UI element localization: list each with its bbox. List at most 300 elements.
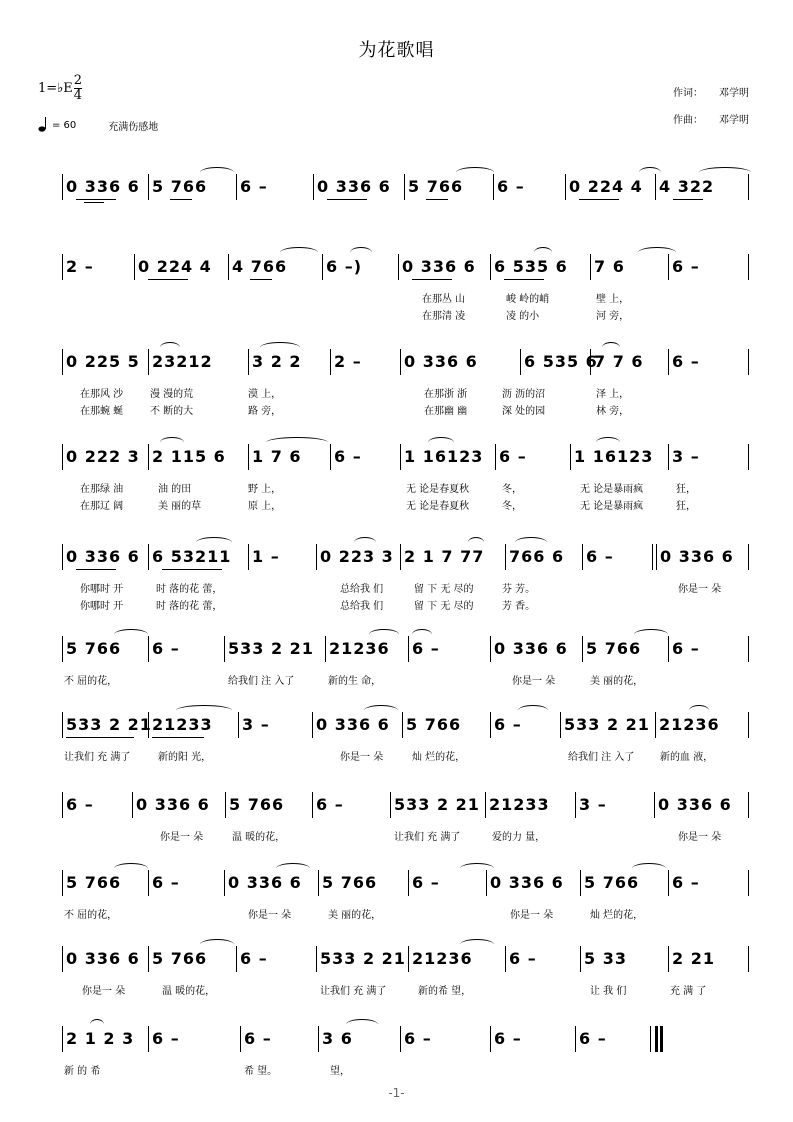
slur-tie	[364, 705, 398, 716]
measure-notes: 0 225 5	[66, 352, 140, 371]
slur-tie	[534, 247, 552, 258]
measure-notes: 0 223 3	[320, 547, 394, 566]
measure-notes: 533 2 21	[394, 795, 480, 814]
barline	[318, 870, 319, 896]
measure-notes: 766 6	[509, 547, 565, 566]
slur-tie	[632, 863, 666, 874]
measure	[242, 708, 308, 742]
measure-notes: 1 7 6	[252, 447, 302, 466]
measure-notes: 6 535 6	[524, 352, 598, 371]
measure-notes: 0 336 6	[66, 177, 140, 196]
lyric-text: 在那丛 山	[422, 294, 466, 305]
beam-underline	[66, 737, 134, 738]
lyric-text: 留 下 无 尽的	[414, 601, 474, 612]
lyric-text: 林 旁，	[596, 406, 630, 417]
lyric-text: 冬，	[502, 501, 522, 512]
lyric-text: 深 处的园	[502, 406, 546, 417]
lyric-text: 沥 沥的沼	[502, 389, 546, 400]
music-system	[0, 540, 793, 635]
slur-tie	[468, 537, 484, 548]
measure	[499, 440, 566, 474]
measure	[579, 1022, 651, 1056]
beam-underline	[76, 569, 116, 570]
measure-notes: 1 –	[252, 547, 280, 566]
measure-notes: 7 6	[594, 257, 625, 276]
measure-notes: 0 336 6	[228, 873, 302, 892]
measure-notes: 0 336 6	[402, 257, 476, 276]
measure-notes: 533 2 21	[66, 715, 152, 734]
measure-notes: 2 –	[334, 352, 362, 371]
barline	[330, 349, 331, 375]
barline	[400, 349, 401, 375]
measure-notes: 5 766	[322, 873, 378, 892]
lyric-text: 你是一 朵	[82, 986, 126, 997]
beam-underline	[327, 199, 367, 200]
lyric-text: 温 暖的花，	[162, 986, 216, 997]
lyric-text: 灿 烂的花，	[412, 752, 466, 763]
measure-notes: 6 –	[404, 1029, 432, 1048]
beam-underline	[426, 199, 448, 200]
barline	[148, 636, 149, 662]
measure-notes: 6 –	[672, 639, 700, 658]
measure-notes: 21236	[329, 639, 390, 658]
lyric-text: 给我们 注 入了	[568, 752, 635, 763]
measure	[394, 788, 481, 822]
barline	[228, 254, 229, 280]
measure	[228, 632, 321, 666]
slur-tie	[354, 537, 376, 548]
barline	[148, 544, 149, 570]
lyric-text: 在那风 沙	[80, 389, 124, 400]
lyric-text: 你是一 朵	[510, 910, 554, 921]
lyric-text: 让我们 充 满了	[64, 752, 131, 763]
slur-tie	[639, 167, 661, 178]
barline	[240, 1026, 241, 1052]
slur-tie	[515, 537, 547, 548]
lyric-text: 芳 香。	[502, 601, 536, 612]
time-signature	[74, 74, 82, 103]
measure-notes: 6 –)	[326, 257, 363, 276]
measure-notes: 0 336 6	[404, 352, 478, 371]
slur-tie	[260, 342, 300, 353]
measure-notes: 5 766	[152, 949, 208, 968]
slur-tie	[266, 437, 328, 448]
measure-notes: 2 115 6	[152, 447, 226, 466]
beam-underline	[170, 199, 192, 200]
measure	[489, 788, 571, 822]
lyricist-credit	[673, 84, 749, 99]
lyric-text: 芬 芳。	[502, 584, 536, 595]
measure-notes: 6 –	[152, 639, 180, 658]
measure-notes: 5 766	[406, 715, 462, 734]
barline	[748, 870, 749, 896]
measure-notes: 6 –	[66, 795, 94, 814]
lyric-text: 留 下 无 尽的	[414, 584, 474, 595]
slur-tie	[350, 247, 372, 258]
measure	[66, 345, 144, 379]
key-text: 1=♭E	[38, 81, 73, 96]
measure-notes: 4 322	[659, 177, 715, 196]
slur-tie	[518, 705, 548, 716]
barline	[485, 792, 486, 818]
barline	[590, 254, 591, 280]
lyric-text: 冬，	[502, 484, 522, 495]
lyric-text: 新的血 液，	[660, 752, 714, 763]
measure-notes: 0 224 4	[138, 257, 212, 276]
measure-notes: 4 766	[232, 257, 288, 276]
measure	[672, 345, 744, 379]
lyric-text: 无 论是暴雨疯	[580, 484, 644, 495]
barline	[655, 712, 656, 738]
lyricist-name: 邓学明	[719, 88, 749, 99]
measure-notes: 21236	[412, 949, 473, 968]
measure	[404, 540, 501, 574]
barline	[560, 712, 561, 738]
lyric-text: 不 屈的花，	[64, 910, 118, 921]
barline	[575, 1026, 576, 1052]
measure	[316, 788, 386, 822]
measure	[672, 632, 744, 666]
slur-tie	[460, 863, 494, 874]
barline	[224, 636, 225, 662]
measure	[404, 1022, 486, 1056]
barline	[62, 870, 63, 896]
barline	[490, 1026, 491, 1052]
lyric-text: 不 断的大	[150, 406, 194, 417]
notation-line	[0, 866, 793, 900]
lyric-text: 凌 的小	[506, 311, 540, 322]
measure	[584, 942, 664, 976]
barline	[748, 636, 749, 662]
measure-notes: 6 –	[412, 639, 440, 658]
measure	[229, 788, 308, 822]
measure	[564, 708, 651, 742]
lyric-text: 望，	[330, 1066, 350, 1077]
barline	[656, 544, 657, 570]
barline	[408, 636, 409, 662]
measure	[66, 440, 144, 474]
barline	[322, 254, 323, 280]
measure-notes: 0 336 6	[66, 949, 140, 968]
barline	[668, 946, 669, 972]
composer-credit	[673, 111, 749, 126]
lyric-text: 你是一 朵	[678, 584, 722, 595]
barline	[505, 544, 506, 570]
lyric-text: 无 论是春夏秋	[406, 484, 470, 495]
barline	[404, 174, 405, 200]
expression-text: 充满伤感地	[108, 121, 159, 133]
barline	[238, 712, 239, 738]
measure	[509, 942, 576, 976]
slur-tie	[160, 437, 184, 448]
lyric-text: 原 上，	[248, 501, 282, 512]
lyric-text: 漠 上，	[248, 389, 282, 400]
barline	[668, 636, 669, 662]
lyric-text: 油 的田	[158, 484, 192, 495]
lyric-text: 你是一 朵	[248, 910, 292, 921]
measure	[66, 788, 128, 822]
measure-notes: 6 –	[497, 177, 525, 196]
measure	[660, 540, 744, 574]
measure-notes: 0 336 6	[316, 715, 390, 734]
measure-notes: 533 2 21	[564, 715, 650, 734]
measure-notes: 3 2 2	[252, 352, 302, 371]
measure-notes: 6 –	[672, 352, 700, 371]
measure-notes: 5 766	[584, 873, 640, 892]
slur-tie	[200, 939, 234, 950]
lyric-text: 充 满 了	[670, 986, 707, 997]
notation-line	[0, 170, 793, 204]
barline	[148, 1026, 149, 1052]
barline	[148, 174, 149, 200]
barline	[248, 444, 249, 470]
beam-underline	[162, 569, 222, 570]
measure-notes: 6 –	[586, 547, 614, 566]
barline	[62, 946, 63, 972]
barline	[148, 870, 149, 896]
lyric-text: 美 丽的花，	[590, 676, 644, 687]
slur-tie	[280, 247, 318, 258]
time-top: 2	[73, 73, 83, 88]
slur-tie	[699, 167, 751, 178]
lyric-text: 你是一 朵	[678, 832, 722, 843]
barline	[582, 636, 583, 662]
lyric-text: 在那蜿 蜒	[80, 406, 124, 417]
barline	[248, 544, 249, 570]
barline	[62, 792, 63, 818]
beam-underline	[148, 279, 188, 280]
barline	[402, 712, 403, 738]
slur-tie	[596, 437, 620, 448]
beam-underline	[579, 199, 619, 200]
composer-name: 邓学明	[719, 115, 749, 126]
measure	[152, 632, 220, 666]
barline	[495, 444, 496, 470]
song-title: 为花歌唱	[358, 40, 435, 61]
lyric-text: 灿 烂的花，	[590, 910, 644, 921]
measure	[320, 942, 404, 976]
measure-notes: 5 33	[584, 949, 627, 968]
barline	[318, 1026, 319, 1052]
measure-notes: 6 –	[244, 1029, 272, 1048]
measure-notes: 0 336 6	[490, 873, 564, 892]
barline	[316, 946, 317, 972]
lyric-text: 你是一 朵	[512, 676, 556, 687]
lyric-text: 在那幽 幽	[424, 406, 468, 417]
measure-notes: 6 –	[240, 177, 268, 196]
measure-notes: 21233	[489, 795, 550, 814]
measure-notes: 2 1 7 77	[404, 547, 485, 566]
slur-tie	[689, 705, 709, 716]
lyric-text: 河 旁，	[596, 311, 630, 322]
barline	[312, 792, 313, 818]
barline	[408, 946, 409, 972]
barline	[490, 712, 491, 738]
barline	[312, 712, 313, 738]
lyric-text: 狂，	[676, 501, 696, 512]
lyric-text: 美 丽的草	[158, 501, 202, 512]
barline	[62, 349, 63, 375]
barline	[62, 254, 63, 280]
barline	[148, 349, 149, 375]
lyric-text: 总给我 们	[340, 584, 384, 595]
slur-tie	[160, 342, 180, 353]
lyric-text: 狂，	[676, 484, 696, 495]
barline	[398, 254, 399, 280]
lyric-text: 你哪时 开	[80, 601, 124, 612]
measure	[672, 250, 744, 284]
barline	[62, 444, 63, 470]
barline	[316, 544, 317, 570]
beam-underline	[412, 279, 452, 280]
beam-underline	[673, 199, 703, 200]
lyric-text: 让我们 充 满了	[394, 832, 461, 843]
barline	[748, 544, 749, 570]
measure	[244, 1022, 314, 1056]
lyric-text: 希 望。	[244, 1066, 278, 1077]
measure	[66, 1022, 144, 1056]
slur-tie	[176, 705, 232, 716]
slur-tie	[428, 437, 454, 448]
notation-line	[0, 440, 793, 474]
measure-notes: 6 –	[334, 447, 362, 466]
barline	[582, 544, 583, 570]
measure-notes: 6 –	[316, 795, 344, 814]
measure-notes: 5 766	[229, 795, 285, 814]
measure	[494, 1022, 571, 1056]
beam-underline	[76, 199, 116, 200]
measure-notes: 6 –	[152, 1029, 180, 1048]
slur-tie	[196, 537, 232, 548]
measure	[672, 866, 744, 900]
slur-tie	[602, 342, 620, 353]
measure-notes: 7 7 6	[594, 352, 644, 371]
measure-notes: 3 –	[672, 447, 700, 466]
measure-notes: 3 –	[579, 795, 607, 814]
time-bottom: 4	[73, 88, 83, 103]
lyric-text: 你是一 朵	[340, 752, 384, 763]
measure	[152, 866, 220, 900]
lyric-text: 让 我 们	[590, 986, 627, 997]
barline	[580, 946, 581, 972]
notation-line	[0, 788, 793, 822]
barline	[748, 712, 749, 738]
lyric-text: 给我们 注 入了	[228, 676, 295, 687]
barline	[668, 870, 669, 896]
lyric-text: 壁 上，	[596, 294, 630, 305]
measure-notes: 0 224 4	[569, 177, 643, 196]
lyric-text: 漫 漫的荒	[150, 389, 194, 400]
slur-tie	[460, 939, 494, 950]
measure	[497, 170, 561, 204]
beam-underline	[504, 279, 544, 280]
barline	[134, 254, 135, 280]
lyricist-label: 作词：	[673, 88, 703, 99]
barline	[225, 792, 226, 818]
measure-notes: 6 53211	[152, 547, 232, 566]
barline	[400, 1026, 401, 1052]
barline	[390, 792, 391, 818]
measure-notes: 0 336 6	[317, 177, 391, 196]
lyric-text: 在那清 凌	[422, 311, 466, 322]
measure	[494, 632, 578, 666]
measure	[252, 540, 312, 574]
slur-tie	[114, 863, 148, 874]
lyric-text: 新的阳 光，	[158, 752, 212, 763]
slur-tie	[114, 629, 148, 640]
lyric-text: 温 暖的花，	[232, 832, 286, 843]
barline	[748, 254, 749, 280]
barline	[490, 254, 491, 280]
measure-notes: 2 –	[66, 257, 94, 276]
barline	[505, 946, 506, 972]
notation-line	[0, 345, 793, 379]
measure	[240, 942, 312, 976]
lyric-text: 时 落的花 蕾，	[156, 601, 223, 612]
slur-tie	[200, 167, 234, 178]
measure-notes: 6 –	[240, 949, 268, 968]
lyric-text: 在那绿 油	[80, 484, 124, 495]
measure-notes: 533 2 21	[320, 949, 406, 968]
barline	[748, 349, 749, 375]
music-system	[0, 440, 793, 535]
barline	[62, 636, 63, 662]
barline	[400, 544, 401, 570]
slur-tie	[634, 629, 668, 640]
barline	[748, 792, 749, 818]
measure	[672, 440, 744, 474]
music-system	[0, 250, 793, 345]
lyric-text: 不 屈的花，	[64, 676, 118, 687]
measure	[66, 250, 130, 284]
slur-tie	[346, 1019, 378, 1030]
lyric-text: 无 论是暴雨疯	[580, 501, 644, 512]
slur-tie	[412, 629, 432, 640]
measure	[404, 345, 516, 379]
measure-notes: 5 766	[66, 873, 122, 892]
barline	[654, 792, 655, 818]
slur-tie	[276, 863, 310, 874]
barline	[490, 636, 491, 662]
notation-line	[0, 540, 793, 574]
lyric-text: 时 落的花 蕾，	[156, 584, 223, 595]
barline	[748, 444, 749, 470]
notation-line	[0, 708, 793, 742]
measure-notes: 1 16123	[574, 447, 654, 466]
lyric-text: 泽 上，	[596, 389, 630, 400]
lyric-text: 在那浙 浙	[424, 389, 468, 400]
lyric-text: 爱的力 量，	[492, 832, 546, 843]
measure-notes: 6 535 6	[494, 257, 568, 276]
measure-notes: 6 –	[672, 873, 700, 892]
measure-notes: 6 –	[494, 1029, 522, 1048]
measure-notes: 2 1 2 3	[66, 1029, 135, 1048]
barline	[148, 946, 149, 972]
measure	[240, 170, 309, 204]
barline	[408, 870, 409, 896]
measure-notes: 5 766	[152, 177, 208, 196]
measure-notes: 533 2 21	[228, 639, 314, 658]
measure-notes: 6 –	[494, 715, 522, 734]
measure-notes: 0 336 6	[494, 639, 568, 658]
lyric-text: 峻 岭的峭	[506, 294, 550, 305]
measure-notes: 5 766	[586, 639, 642, 658]
quarter-note-icon	[38, 117, 48, 133]
measure-notes: 0 336 6	[658, 795, 732, 814]
tempo-value: = 60	[52, 119, 77, 131]
lyric-text: 在那辽 阔	[80, 501, 124, 512]
tempo-marking	[38, 117, 158, 133]
